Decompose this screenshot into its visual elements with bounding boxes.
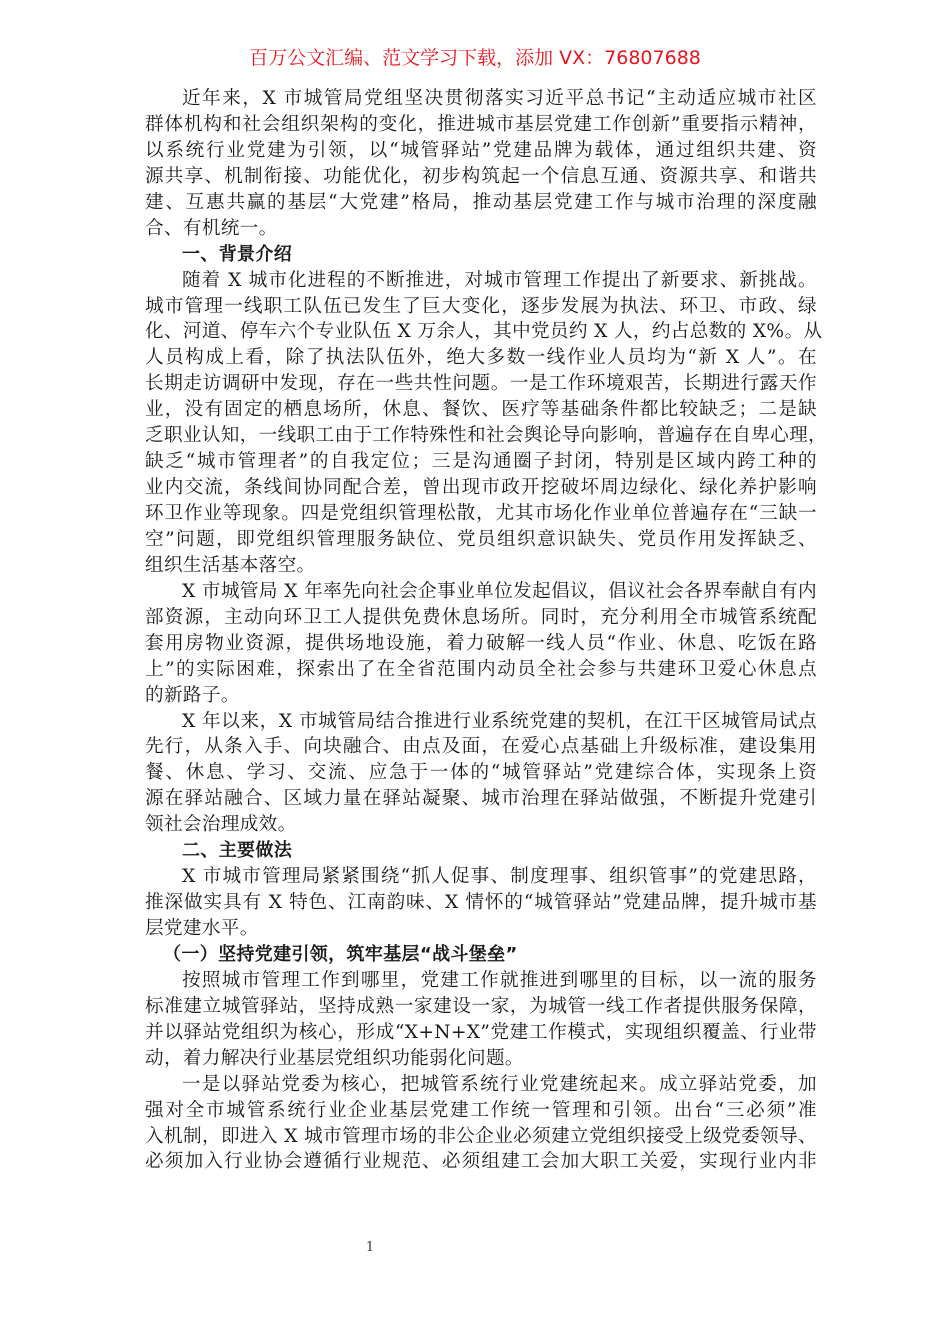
document-body xyxy=(145,86,827,1175)
paragraph-first-line: 近年来，X 市城管局党组坚决贯彻落实习近平总书记“主动适应城市社区 xyxy=(182,88,817,109)
body-line: 餐、休息、学习、交流、应急于一体的“城管驿站”党建综合体，实现条上资 xyxy=(145,762,817,784)
paragraph-first-line: X 年以来，X 市城管局结合推进行业系统党建的契机，在江干区城管局试点 xyxy=(182,710,817,732)
body-line: 群体机构和社会组织架构的变化，推进城市基层党建工作创新”重要指示精神， xyxy=(145,113,817,135)
paragraph-last-line: 层党建水平。 xyxy=(145,918,259,939)
body-line: 套用房物业资源，提供场地设施，着力破解一线人员“作业、休息、吃饭在路 xyxy=(145,632,817,654)
body-line: 缺乏“城市管理者”的自我定位；三是沟通圈子封闭，特别是区域内跨工种的 xyxy=(145,451,817,473)
section-heading: 二、主要做法 xyxy=(182,840,293,862)
body-line: 并以驿站党组织为核心，形成“X+N+X”党建工作模式，实现组织覆盖、行业带 xyxy=(145,1021,817,1043)
paragraph-last-line: 动，着力解决行业基层党组织功能弱化问题。 xyxy=(145,1047,524,1069)
body-line: 城市管理一线职工队伍已发生了巨大变化，逐步发展为执法、环卫、市政、绿 xyxy=(145,295,817,317)
paragraph-last-line: 组织生活基本落空。 xyxy=(145,554,316,576)
body-line: 部资源，主动向环卫工人提供免费休息场所。同时，充分利用全市城管系统配 xyxy=(145,606,817,628)
body-line: 化、河道、停车六个专业队伍 X 万余人，其中党员约 X 人，约占总数的 X%。从 xyxy=(145,321,823,343)
watermark-header: 百万公文汇编、范文学习下载，添加 VX：76807688 xyxy=(249,47,701,69)
body-line: 强对全市城管系统行业企业基层党建工作统一管理和引领。出台“三必须”准 xyxy=(145,1099,817,1121)
paragraph-last-line: 领社会治理成效。 xyxy=(145,814,297,836)
body-line: 人员构成上看，除了执法队伍外，绝大多数一线作业人员均为“新 X 人”。在 xyxy=(145,347,817,369)
body-line: 入机制，即进入 X 城市管理市场的非公企业必须建立党组织接受上级党委领导、 xyxy=(145,1125,817,1147)
body-line: 必须加入行业协会遵循行业规范、必须组建工会加大职工关爱，实现行业内非 xyxy=(145,1151,817,1173)
body-line: 建、互惠共赢的基层“大党建”格局，推动基层党建工作与城市治理的深度融 xyxy=(145,191,817,213)
body-line: 环卫作业等现象。四是党组织管理松散，尤其市场化作业单位普遍存在“三缺一 xyxy=(145,503,817,524)
body-line: 先行，从条入手、向块融合、由点及面，在爱心点基础上升级标准，建设集用 xyxy=(145,736,817,758)
page-number: 1 xyxy=(365,1240,375,1255)
body-line: 业，没有固定的栖息场所，休息、餐饮、医疗等基础条件都比较缺乏；二是缺 xyxy=(145,399,817,421)
body-line: 业内交流，条线间协同配合差，曾出现市政开挖破坏周边绿化、绿化养护影响 xyxy=(145,477,817,499)
subsection-heading: （一）坚持党建引领，筑牢基层“战斗堡垒” xyxy=(163,943,518,965)
paragraph-first-line: X 市城管局 X 年率先向社会企事业单位发起倡议，倡议社会各界奉献自有内 xyxy=(182,580,817,602)
body-line: 上”的实际困难，探索出了在全省范围内动员全社会参与共建环卫爱心休息点 xyxy=(145,658,817,680)
paragraph-last-line: 合、有机统一。 xyxy=(145,217,278,239)
paragraph-first-line: 按照城市管理工作到哪里，党建工作就推进到哪里的目标，以一流的服务 xyxy=(182,969,817,991)
body-line: 源在驿站融合、区域力量在驿站凝聚、城市治理在驿站做强，不断提升党建引 xyxy=(145,788,817,810)
paragraph-first-line: X 市城市管理局紧紧围绕“抓人促事、制度理事、组织管事”的党建思路， xyxy=(182,866,817,888)
body-line: 标准建立城管驿站，坚持成熟一家建设一家，为城管一线工作者提供服务保障， xyxy=(145,995,817,1017)
body-line: 源共享、机制衔接、功能优化，初步构筑起一个信息互通、资源共享、和谐共 xyxy=(145,165,817,187)
body-line: 长期走访调研中发现，存在一些共性问题。一是工作环境艰苦，长期进行露天作 xyxy=(145,373,817,395)
section-heading: 一、背景介绍 xyxy=(182,243,293,265)
body-line: 推深做实具有 X 特色、江南韵味、X 情怀的“城管驿站”党建品牌，提升城市基 xyxy=(145,892,817,914)
paragraph-first-line: 随着 X 城市化进程的不断推进，对城市管理工作提出了新要求、新挑战。 xyxy=(182,269,817,291)
body-line: 乏职业认知，一线职工由于工作特殊性和社会舆论导向影响，普遍存在自卑心理， xyxy=(145,425,827,447)
paragraph-first-line: 一是以驿站党委为核心，把城管系统行业党建统起来。成立驿站党委，加 xyxy=(182,1073,817,1095)
body-line: 以系统行业党建为引领，以“城管驿站”党建品牌为载体，通过组织共建、资 xyxy=(145,139,817,161)
paragraph-last-line: 的新路子。 xyxy=(145,684,240,706)
body-line: 空”问题，即党组织管理服务缺位、党员组织意识缺失、党员作用发挥缺乏、 xyxy=(145,528,817,550)
